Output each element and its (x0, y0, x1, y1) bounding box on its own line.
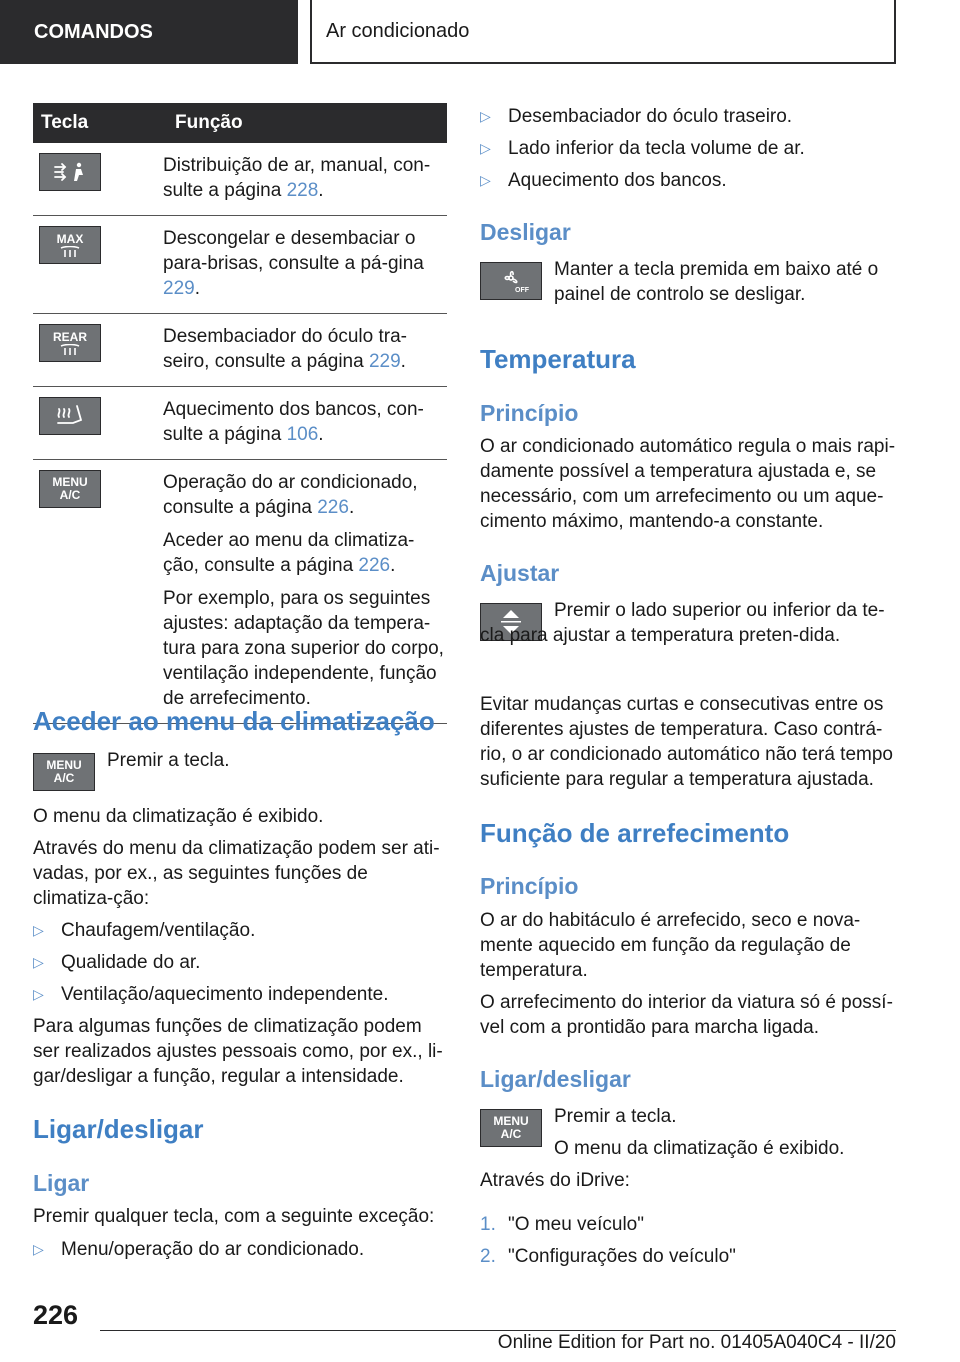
adjust-text: Premir o lado superior ou inferior da te-cla para ajustar a temperatura preten-dida. (480, 600, 885, 646)
page-reference-link[interactable]: 228 (286, 180, 319, 201)
temperature-heading: Temperatura (480, 344, 636, 374)
key-row (33, 314, 447, 387)
svg-text:OFF: OFF (515, 287, 529, 294)
adjust-heading: Ajustar (480, 560, 560, 586)
menu-ac-icon (39, 470, 101, 508)
function-description: Aquecimento dos bancos, con-sulte a página 106. (163, 399, 424, 445)
menu-shown-text: O menu da climatização é exibido. (33, 806, 324, 827)
cooling-principle-text-1: O ar do habitáculo é arrefecido, seco e nova-mente aquecido em função da regulação de temperatura. (480, 910, 861, 981)
key-label: MENU A/C (52, 475, 88, 502)
triangle-bullet-icon: ▷ (33, 922, 44, 938)
function-description: Por exemplo, para os seguintes ajustes: adaptação da tempera-tura para zona superior do corpo, ventilação independente, função de arrefecimento. (163, 588, 444, 709)
key-label: MAX (56, 231, 84, 246)
off-heading: Desligar (480, 219, 571, 245)
col-header-key: Tecla (33, 103, 163, 143)
page-number: 226 (33, 1300, 79, 1330)
temp-principle-text: O ar condicionado automático regula o mais rapi-damente possível a temperatura ajustada e, se necessário, com um arrefecimento ou um aque-cimento máximo, mantendo-a constante. (480, 436, 896, 532)
page-reference-link[interactable]: 229 (368, 351, 401, 372)
cooling-heading: Função de arrefecimento (480, 818, 790, 848)
key-row (33, 143, 447, 216)
key-row (33, 460, 447, 724)
col-header-function: Função (163, 103, 447, 143)
off-text: Manter a tecla premida em baixo até o painel de controlo se desligar. (554, 259, 879, 305)
cooling-menu-key (480, 1109, 542, 1147)
off-key (480, 262, 542, 300)
menu-heading: Aceder ao menu da climatização (33, 706, 435, 736)
function-description: Desembaciador do óculo tra-seiro, consulte a página 229. (163, 326, 407, 372)
footer-edition: Online Edition for Part no. 01405A040C4 - II/20 (497, 1332, 896, 1353)
on-text: Premir qualquer tecla, com a seguinte exceção: (33, 1206, 435, 1227)
page-reference-link[interactable]: 226 (358, 555, 391, 576)
page-reference-link[interactable]: 226 (317, 497, 349, 518)
menu-press-text: Premir a tecla. (107, 750, 230, 771)
triangle-bullet-icon: ▷ (480, 140, 491, 156)
triangle-bullet-icon: ▷ (480, 108, 491, 124)
function-description: Descongelar e desembaciar o para-brisas, consulte a pá-gina 229. (163, 228, 424, 299)
fan-off-icon (480, 262, 542, 300)
principle-heading: Princípio (480, 400, 579, 426)
triangle-bullet-icon: ▷ (33, 1241, 44, 1257)
chapter-title: Ar condicionado (326, 19, 470, 42)
footer-divider (100, 1330, 896, 1331)
max-defrost-icon (39, 226, 101, 264)
triangle-bullet-icon: ▷ (33, 954, 44, 970)
page-reference-link[interactable]: 229 (163, 278, 195, 299)
on-heading: Ligar (33, 1170, 90, 1196)
cooling-shown-text: O menu da climatização é exibido. (554, 1138, 845, 1159)
section-tab (0, 0, 298, 64)
cooling-onoff-heading: Ligar/desligar (480, 1066, 631, 1092)
rear-defrost-icon (39, 324, 101, 362)
function-description: Aceder ao menu da climatiza-ção, consulte a página 226. (163, 530, 415, 576)
page-reference-link[interactable]: 106 (286, 424, 319, 445)
cooling-principle-heading: Princípio (480, 873, 579, 899)
menu-intro-text: Através do menu da climatização podem ser ati-vadas, por ex., as seguintes funções de climatiza-ção: (33, 838, 440, 909)
triangle-bullet-icon: ▷ (480, 172, 491, 188)
cooling-press-text: Premir a tecla. (554, 1106, 677, 1127)
adjust-note-text: Evitar mudanças curtas e consecutivas entre os diferentes ajustes de temperatura. Caso contrá-rio, o ar condicionado automático não terá tempo suficiente para regular a temperatura ajustada. (480, 694, 893, 790)
onoff-heading: Ligar/desligar (33, 1114, 204, 1144)
section-title: COMANDOS (34, 20, 153, 43)
menu-ac-key (33, 753, 95, 791)
keys-table (33, 103, 447, 724)
seat-heating-icon (39, 397, 101, 435)
key-row (33, 387, 447, 460)
key-row (33, 216, 447, 314)
idrive-intro-text: Através do iDrive: (480, 1170, 630, 1191)
key-label: REAR (52, 329, 87, 344)
menu-ac-icon: MENU A/C (33, 753, 95, 791)
chapter-tab (310, 0, 896, 64)
function-description: Operação do ar condicionado, consulte a página 226. (163, 472, 418, 518)
menu-note-text: Para algumas funções de climatização podem ser realizados ajustes pessoais como, por ex., li-gar/desligar a função, regular a intensidade. (33, 1016, 443, 1087)
function-description: Distribuição de ar, manual, con-sulte a página 228. (163, 155, 431, 201)
cooling-principle-text-2: O arrefecimento do interior da viatura só é possí-vel com a prontidão para marcha ligada. (480, 992, 893, 1038)
triangle-bullet-icon: ▷ (33, 986, 44, 1002)
air-distribution-icon (39, 153, 101, 191)
menu-ac-icon: MENU A/C (480, 1109, 542, 1147)
